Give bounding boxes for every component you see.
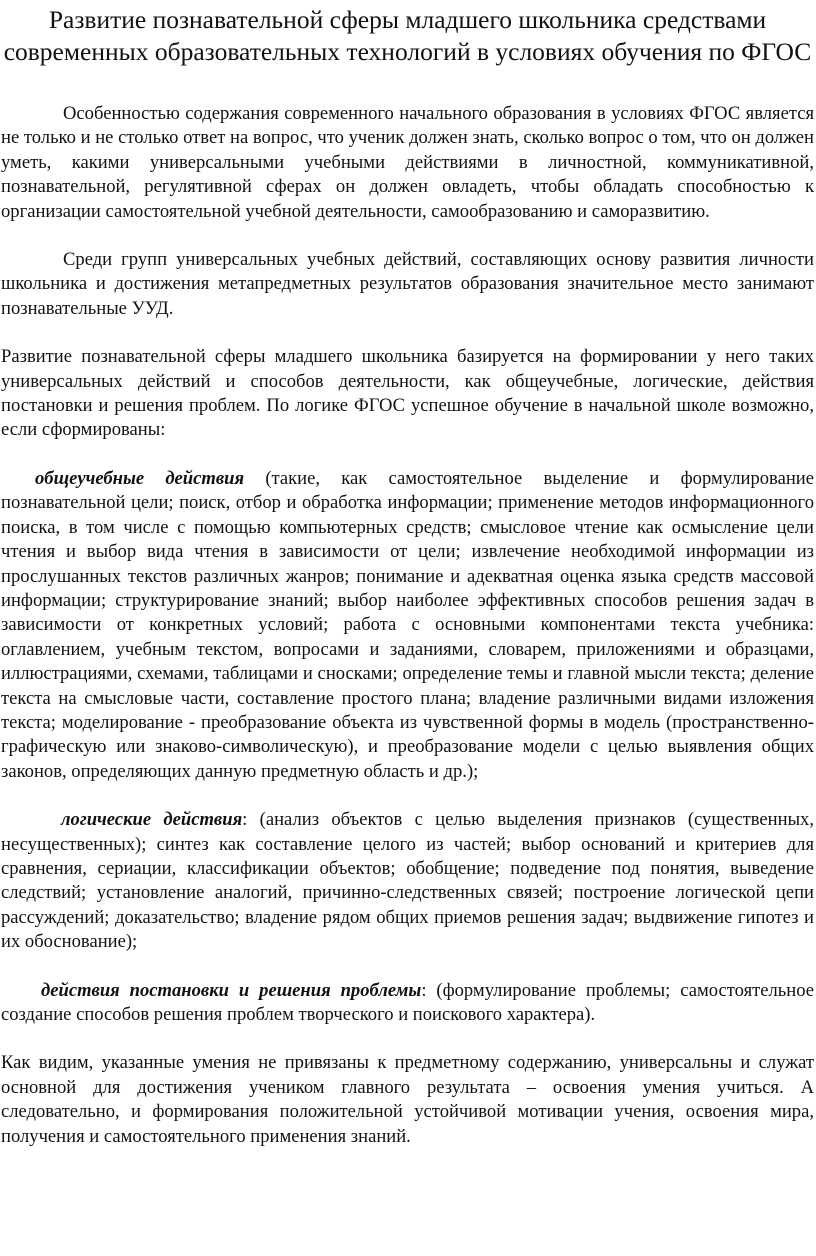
problem-actions-text: : (формулирование проблемы; самостоятельное создание способов решения проблем творческого и поискового характера). <box>1 979 814 1025</box>
paragraph-logical-actions <box>1 808 814 954</box>
logical-actions-text: : (анализ объектов с целью выделения признаков (существенных, несущественных); синтез как составление целого из частей; выбор оснований и критериев для сравнения, сериации, классификации объектов; обобщение; подведение под понятия, выведение следствий; установление аналогий, причинно-следственных связей; построение логической цепи рассуждений; доказательство; владение рядом общих приемов решения задач; выдвижение гипотез и их обоснование); <box>1 809 815 953</box>
paragraph-intro: Особенностью содержания современного начального образования в условиях ФГОС является не только и не столько ответ на вопрос, что ученик должен знать, сколько вопрос о том, что он должен уметь, какими универсальными учебными действиями в личностной, коммуникативной, познавательной, регулятивной сферах он должен овладеть, чтобы обладать способностью к организации самостоятельной учебной деятельности, самообразованию и саморазвитию. <box>1 103 814 222</box>
paragraph-development: Развитие познавательной сферы младшего школьника базируется на формировании у него таких универсальных действий и способов деятельности, как общеучебные, логические, действия постановки и решения проблем. По логике ФГОС успешное обучение в начальной школе возможно, если сформированы: <box>1 346 814 441</box>
term-logical-actions: логические действия <box>61 809 243 831</box>
page-title: Развитие познавательной сферы младшего школьника средствами современных образовательных технологий в условиях обучения по ФГОС <box>3 5 812 66</box>
term-general-actions: общеучебные действия <box>35 467 245 489</box>
paragraph-conclusion: Как видим, указанные умения не привязаны к предметному содержанию, универсальны и служат основной для достижения учеником главного результата – освоения умения учиться. А следовательно, и формирования положительной устойчивой мотивации учения, освоения мира, получения и самостоятельного применения знаний. <box>1 1052 814 1147</box>
term-problem-actions: действия постановки и решения проблемы <box>41 979 422 1001</box>
general-actions-text: (такие, как самостоятельное выделение и формулирование познавательной цели; поиск, отбор и обработка информации; применение методов информационного поиска, в том числе с помощью компьютерных средств; смысловое чтение как осмысление цели чтения и выбор вида чтения в зависимости от цели; извлечение необходимой информации из прослушанных текстов различных жанров; понимание и адекватная оценка языка средств массовой информации; структурирование знаний; выбор наиболее эффективных способов решения задач в зависимости от конкретных условий; работа с основными компонентами текста учебника: оглавлением, учебным текстом, вопросами и заданиями, словарем, приложениями и образцами, иллюстрациями, схемами, таблицами и сносками; определение темы и главной мысли текста; деление текста на смысловые части, составление простого плана; владение различными видами изложения текста; моделирование - преобразование объекта из чувственной формы в модель (пространственно-графическую или знаково-символическую), и преобразование модели с целью выявления общих законов, определяющих данную предметную область и др.); <box>1 467 814 782</box>
paragraph-groups: Среди групп универсальных учебных действий, составляющих основу развития личности школьника и достижения метапредметных результатов образования значительное место занимают познавательные УУД. <box>1 249 814 319</box>
paragraph-general-actions <box>1 467 814 784</box>
paragraph-problem-actions <box>1 979 814 1028</box>
